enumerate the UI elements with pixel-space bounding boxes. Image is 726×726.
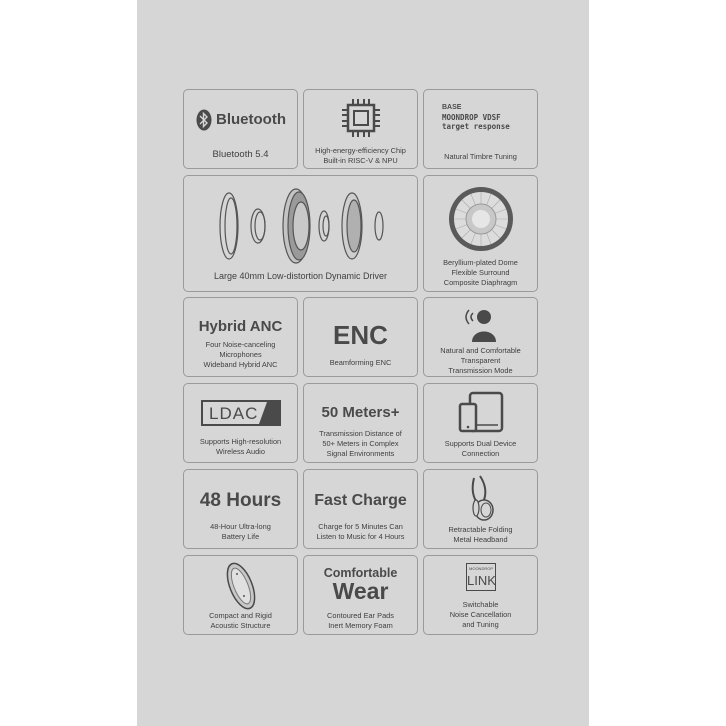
enc-title: ENC xyxy=(333,320,388,350)
earcup-shell-icon xyxy=(224,560,258,612)
moondrop-link-logo: MOONDROP LINK xyxy=(466,563,496,591)
tuning-line3: target response xyxy=(442,122,510,131)
card-diaphragm xyxy=(423,175,538,292)
card-charge xyxy=(303,469,418,549)
card-bluetooth xyxy=(183,89,298,169)
hybrid-anc-title: Hybrid ANC xyxy=(198,318,283,335)
chip-icon xyxy=(341,98,381,138)
charge-title: Fast Charge xyxy=(314,492,407,509)
driver-caption: Large 40mm Low-distortion Dynamic Driver xyxy=(213,271,388,281)
headband-icon xyxy=(466,474,496,522)
spec-panel xyxy=(137,0,589,726)
enc-caption: Beamforming ENC xyxy=(329,358,392,367)
diaphragm-caption: Beryllium-plated Dome Flexible Surround Composite Diaphragm xyxy=(443,258,518,287)
bluetooth-logo: Bluetooth xyxy=(216,111,286,128)
wear-title-line1: Comfortable xyxy=(323,566,398,580)
driver-exploded-icon xyxy=(214,186,394,266)
wear-caption: Contoured Ear Pads Inert Memory Foam xyxy=(327,611,394,630)
bluetooth-caption: Bluetooth 5.4 xyxy=(212,149,269,160)
structure-caption: Compact and Rigid Acoustic Structure xyxy=(209,611,272,630)
card-headband xyxy=(423,469,538,549)
range-caption: Transmission Distance of 50+ Meters in Complex Signal Environments xyxy=(319,429,402,458)
transparent-caption: Natural and Comfortable Transparent Transmission Mode xyxy=(440,346,521,375)
ldac-caption: Supports High-resolution Wireless Audio xyxy=(199,437,282,456)
diaphragm-icon xyxy=(448,186,514,252)
charge-caption: Charge for 5 Minutes Can Listen to Music for 4 Hours xyxy=(316,522,405,541)
card-enc xyxy=(303,297,418,377)
ldac-logo: LDAC xyxy=(201,400,281,426)
wear-title-line2: Wear xyxy=(332,578,389,604)
tuning-caption: Natural Timbre Tuning xyxy=(444,152,517,161)
card-range xyxy=(303,383,418,463)
card-wear xyxy=(303,555,418,635)
hybrid-anc-caption: Four Noise-canceling Microphones Wideband Hybrid ANC xyxy=(203,340,278,369)
headband-caption: Retractable Folding Metal Headband xyxy=(448,525,513,544)
range-title: 50 Meters+ xyxy=(321,404,400,421)
card-chip xyxy=(303,89,418,169)
card-link xyxy=(423,555,538,635)
bluetooth-icon xyxy=(196,109,212,131)
card-battery xyxy=(183,469,298,549)
tuning-line1: BASE xyxy=(442,104,462,111)
chip-caption: High-energy-efficiency Chip Built-in RISC-V & NPU xyxy=(315,146,406,165)
battery-title: 48 Hours xyxy=(199,490,282,511)
person-listening-icon xyxy=(464,306,500,342)
card-structure xyxy=(183,555,298,635)
dual-caption: Supports Dual Device Connection xyxy=(444,439,517,458)
card-hybrid-anc xyxy=(183,297,298,377)
card-transparent xyxy=(423,297,538,377)
card-dual xyxy=(423,383,538,463)
card-driver xyxy=(183,175,418,292)
dual-device-icon xyxy=(458,392,504,432)
battery-caption: 48-Hour Ultra-long Battery Life xyxy=(210,522,271,541)
tuning-line2: MOONDROP VDSF xyxy=(442,113,501,122)
card-tuning xyxy=(423,89,538,169)
card-ldac xyxy=(183,383,298,463)
link-caption: Switchable Noise Cancellation and Tuning xyxy=(449,600,512,629)
